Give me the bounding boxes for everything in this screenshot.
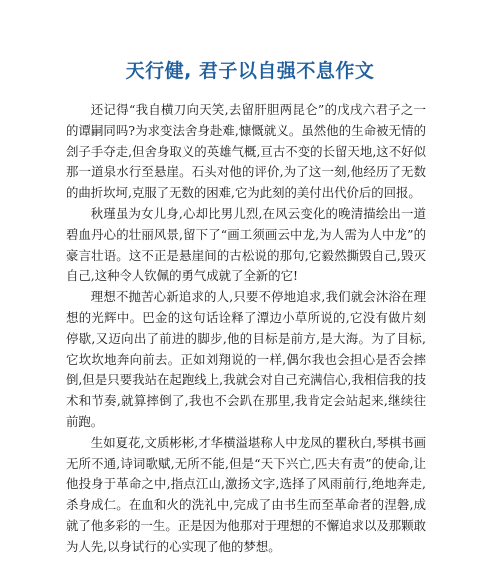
paragraph-qu-qiubai: 生如夏花,文质彬彬,才华横溢堪称人中龙凤的瞿秋白,琴棋书画无所不通,诗词歌赋,无所不能,但是“天下兴亡,匹夫有责”的使命,让他投身于革命之中,指点江山,激扬文字,选择了风雨前行,绝地奔走,杀身成仁。在血和火的洗礼中,完成了由书生而至革命者的涅磐,成就了他多彩的一生。正是因为他那对于理想的不懈追求以及那颗敢为人先,以身试行的心实现了他的梦想。 [66, 434, 426, 554]
paragraph-qiu-jin: 秋瑾虽为女儿身,心却比男儿烈,在风云变化的晚清描绘出一道碧血丹心的壮丽风景,留下了“画工须画云中龙,为人需为人中龙”的豪言壮语。这不正是悬崖间的古松说的那句,它毅然撕毁自己,毁灭自己,这种令人钦佩的勇气成就了全新的它! [66, 205, 426, 284]
paragraph-tan-sitong: 还记得“我自横刀向天笑,去留肝胆两昆仑”的戊戌六君子之一的谭嗣同吗?为求变法舍身赴难,慷慨就义。虽然他的生命被无情的刽子手夺走,但舍身取义的英雄气概,亘古不变的长留天地,这不好似那一道泉水行至悬崖。石头对他的评价,为了这一刻,他经历了无数的曲折坎坷,克服了无数的困难,它为此刻的美付出代价后的回报。 [66, 102, 426, 201]
document-title: 天行健, 君子以自强不息作文 [125, 60, 375, 82]
document-body [66, 100, 426, 558]
paragraph-ideal-pursuit: 理想不抛苦心新追求的人,只要不停地追求,我们就会沐浴在理想的光辉中。巴金的这句话诠释了潭边小草所说的,它没有做片刻停歇,又迈向出了前进的脚步,他的目标是前方,是大海。为了目标,它坎坎地奔向前去。正如刘翔说的一样,偶尔我也会担心是否会摔倒,但是只要我站在起跑线上,我就会对自己充满信心,我相信我的技术和节奏,就算摔倒了,我也不会趴在那里,我肯定会站起来,继续往前跑。 [66, 289, 426, 429]
